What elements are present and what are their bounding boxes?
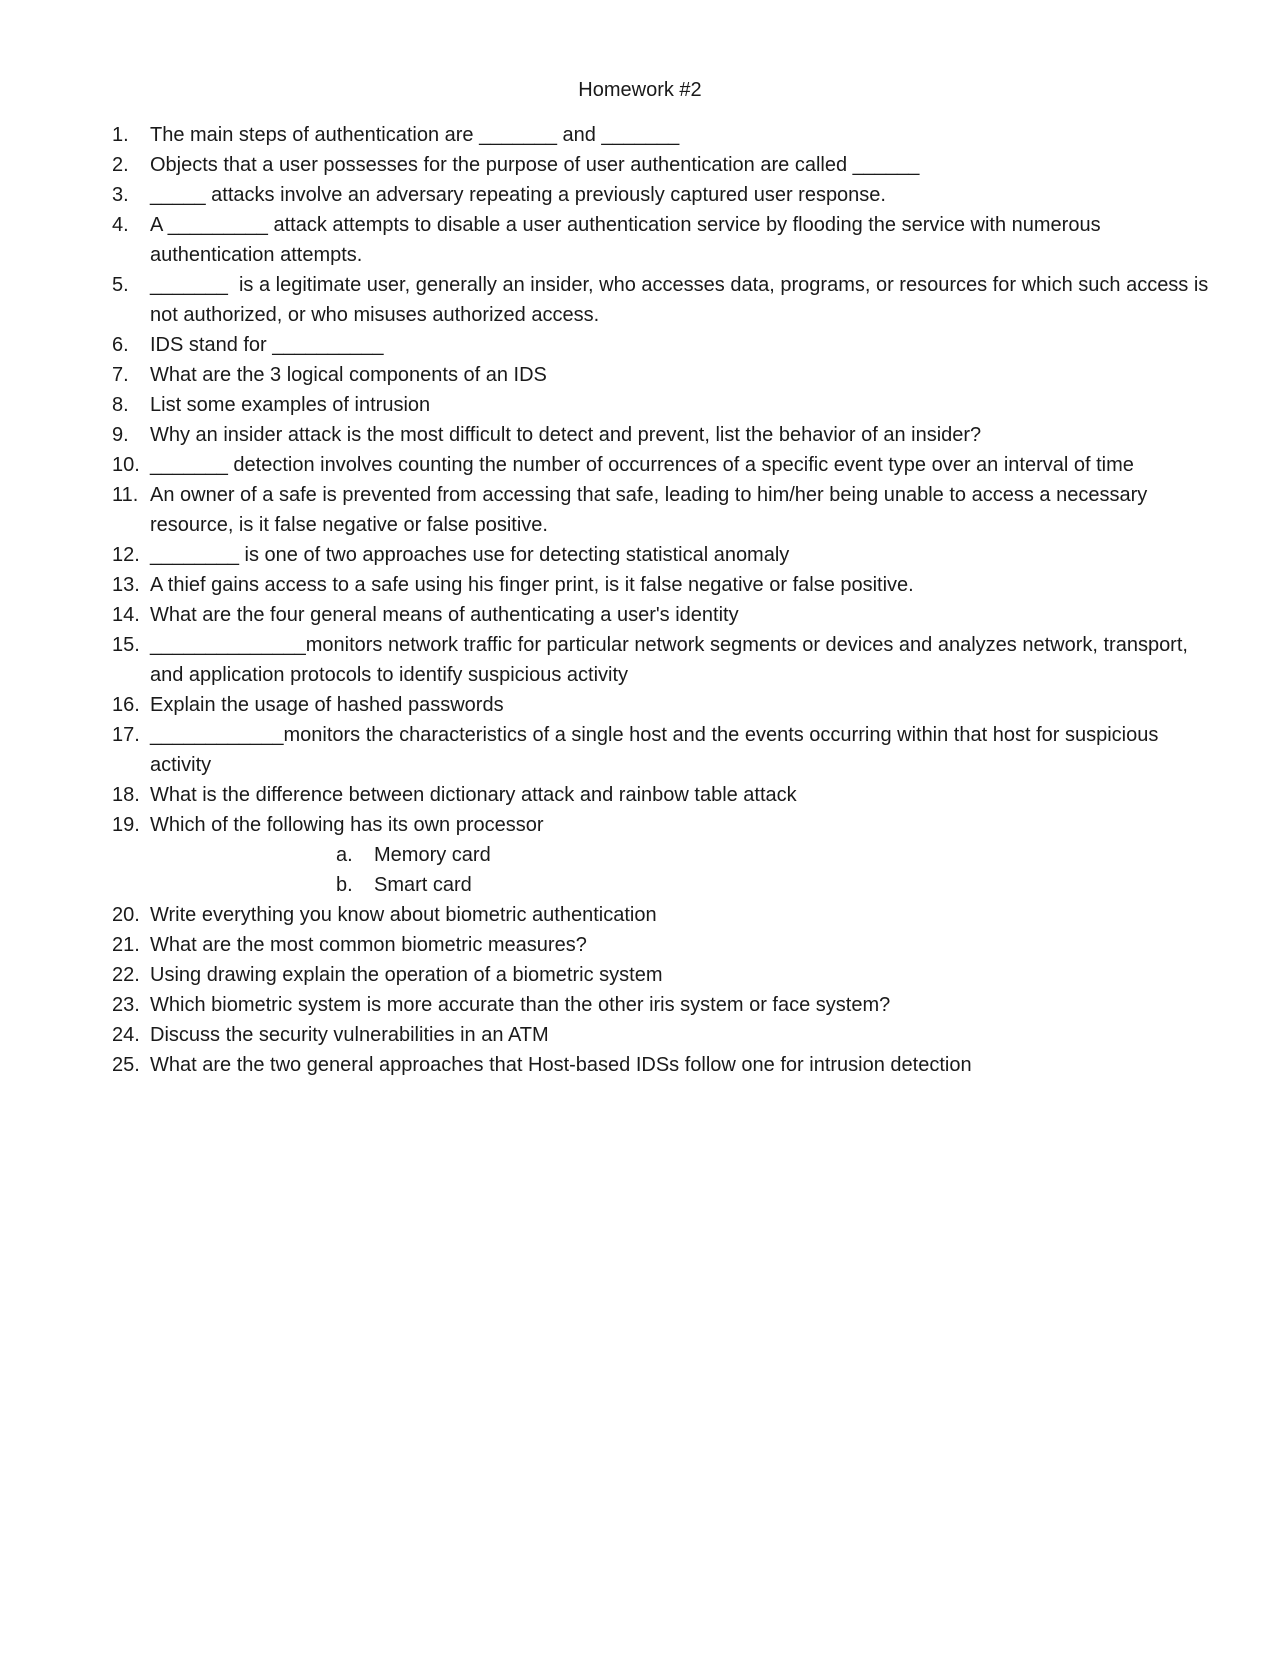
question-text: Explain the usage of hashed passwords	[150, 694, 504, 716]
question-text: Objects that a user possesses for the purpose of user authentication are called ______	[150, 154, 920, 176]
question-item	[0, 210, 1280, 270]
question-number: 21.	[112, 934, 140, 956]
question-text: _______ is a legitimate user, generally an insider, who accesses data, programs, or resources for which such access is not authorized, or who misuses authorized access.	[150, 274, 1214, 326]
question-text: ______________monitors network traffic for particular network segments or devices and analyzes network, transport, and application protocols to identify suspicious activity	[150, 634, 1194, 686]
question-text: ____________monitors the characteristics of a single host and the events occurring within that host for suspicious activity	[150, 724, 1164, 776]
option-item	[150, 870, 1220, 900]
question-number: 19.	[112, 814, 140, 836]
question-item	[0, 270, 1280, 330]
question-text: Discuss the security vulnerabilities in an ATM	[150, 1024, 549, 1046]
question-item	[0, 450, 1280, 480]
option-list	[150, 840, 1220, 900]
page-title: Homework #2	[578, 79, 702, 101]
question-text: What are the four general means of authenticating a user's identity	[150, 604, 739, 626]
question-number: 17.	[112, 724, 140, 746]
option-text: Memory card	[374, 844, 491, 866]
question-number: 18.	[112, 784, 140, 806]
question-item	[0, 150, 1280, 180]
question-number: 2.	[112, 154, 129, 176]
question-text: Which of the following has its own processor	[150, 814, 544, 836]
option-item	[150, 840, 1220, 870]
question-number: 12.	[112, 544, 140, 566]
option-letter: a.	[336, 844, 353, 866]
question-number: 25.	[112, 1054, 140, 1076]
question-item	[0, 690, 1280, 720]
question-text: The main steps of authentication are _______ and _______	[150, 124, 680, 146]
question-text: A thief gains access to a safe using his finger print, is it false negative or false positive.	[150, 574, 914, 596]
question-text: What are the two general approaches that Host-based IDSs follow one for intrusion detection	[150, 1054, 972, 1076]
question-number: 4.	[112, 214, 129, 236]
question-item	[0, 330, 1280, 360]
question-item	[0, 960, 1280, 990]
question-item	[0, 360, 1280, 390]
question-item	[0, 420, 1280, 450]
question-number: 7.	[112, 364, 129, 386]
question-text: _____ attacks involve an adversary repeating a previously captured user response.	[150, 184, 886, 206]
question-text: _______ detection involves counting the number of occurrences of a specific event type over an interval of time	[150, 454, 1134, 476]
question-text: An owner of a safe is prevented from accessing that safe, leading to him/her being unable to access a necessary resource, is it false negative or false positive.	[150, 484, 1153, 536]
question-number: 9.	[112, 424, 129, 446]
question-list	[0, 120, 1280, 1080]
question-item	[0, 930, 1280, 960]
question-item	[0, 390, 1280, 420]
question-item	[0, 1020, 1280, 1050]
question-item	[0, 600, 1280, 630]
question-text: Which biometric system is more accurate than the other iris system or face system?	[150, 994, 891, 1016]
question-number: 13.	[112, 574, 140, 596]
question-number: 23.	[112, 994, 140, 1016]
question-text: A _________ attack attempts to disable a user authentication service by flooding the service with numerous authentication attempts.	[150, 214, 1107, 266]
question-number: 5.	[112, 274, 129, 296]
question-item	[0, 630, 1280, 690]
question-text: Using drawing explain the operation of a biometric system	[150, 964, 663, 986]
question-text: What is the difference between dictionary attack and rainbow table attack	[150, 784, 797, 806]
question-item	[0, 120, 1280, 150]
question-text: IDS stand for __________	[150, 334, 384, 356]
question-number: 24.	[112, 1024, 140, 1046]
question-number: 14.	[112, 604, 140, 626]
option-letter: b.	[336, 874, 353, 896]
question-number: 8.	[112, 394, 129, 416]
question-number: 11.	[112, 484, 139, 506]
question-item	[0, 780, 1280, 810]
question-text: Why an insider attack is the most difficult to detect and prevent, list the behavior of an insider?	[150, 424, 982, 446]
question-text: List some examples of intrusion	[150, 394, 431, 416]
question-item	[0, 570, 1280, 600]
question-number: 15.	[112, 634, 140, 656]
question-number: 1.	[112, 124, 129, 146]
question-number: 16.	[112, 694, 140, 716]
question-item	[0, 810, 1280, 900]
question-text: Write everything you know about biometric authentication	[150, 904, 657, 926]
question-number: 10.	[112, 454, 140, 476]
question-item	[0, 990, 1280, 1020]
question-number: 3.	[112, 184, 129, 206]
option-text: Smart card	[374, 874, 472, 896]
question-item	[0, 900, 1280, 930]
question-item	[0, 720, 1280, 780]
question-text: ________ is one of two approaches use for detecting statistical anomaly	[150, 544, 790, 566]
question-text: What are the most common biometric measures?	[150, 934, 587, 956]
question-item	[0, 540, 1280, 570]
question-item	[0, 480, 1280, 540]
question-item	[0, 1050, 1280, 1080]
question-number: 20.	[112, 904, 140, 926]
question-number: 22.	[112, 964, 140, 986]
question-text: What are the 3 logical components of an IDS	[150, 364, 547, 386]
question-item	[0, 180, 1280, 210]
question-number: 6.	[112, 334, 129, 356]
